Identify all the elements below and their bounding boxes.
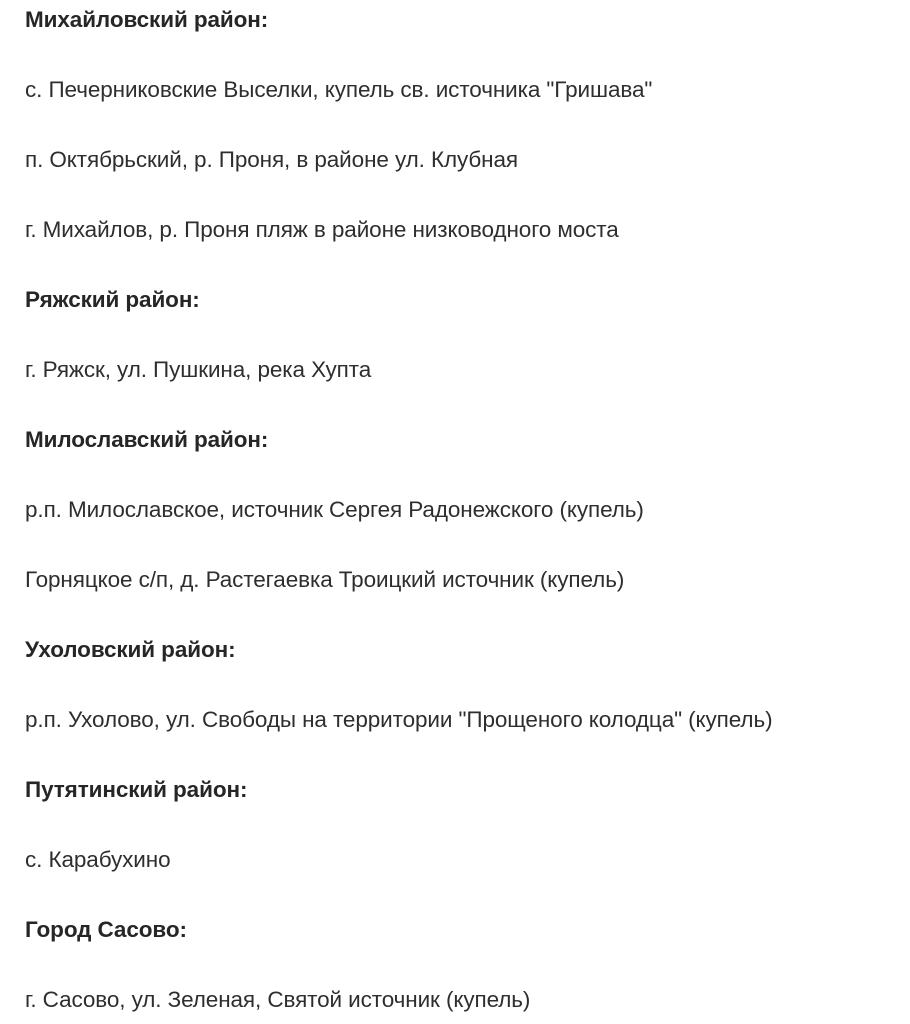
location-item: г. Михайлов, р. Проня пляж в районе низководного моста: [25, 217, 619, 242]
section-heading-sasovo: Город Сасово:: [25, 917, 187, 942]
location-item: р.п. Милославское, источник Сергея Радонежского (купель): [25, 497, 644, 522]
location-item: Горняцкое с/п, д. Растегаевка Троицкий источник (купель): [25, 567, 625, 592]
section-heading-miloslavsky: Милославский район:: [25, 427, 269, 452]
location-item: с. Печерниковские Выселки, купель св. источника "Гришава": [25, 77, 653, 102]
location-item: п. Октябрьский, р. Проня, в районе ул. Клубная: [25, 147, 518, 172]
section-heading-mikhailovsky: Михайловский район:: [25, 7, 269, 32]
location-item: р.п. Ухолово, ул. Свободы на территории "Прощеного колодца" (купель): [25, 707, 773, 732]
location-item: г. Сасово, ул. Зеленая, Святой источник (купель): [25, 987, 531, 1012]
location-item: г. Ряжск, ул. Пушкина, река Хупта: [25, 357, 372, 382]
location-item: с. Карабухино: [25, 847, 171, 872]
section-heading-ukholovsky: Ухоловский район:: [25, 637, 236, 662]
section-heading-putyatinsky: Путятинский район:: [25, 777, 248, 802]
section-heading-ryazhsky: Ряжский район:: [25, 287, 200, 312]
